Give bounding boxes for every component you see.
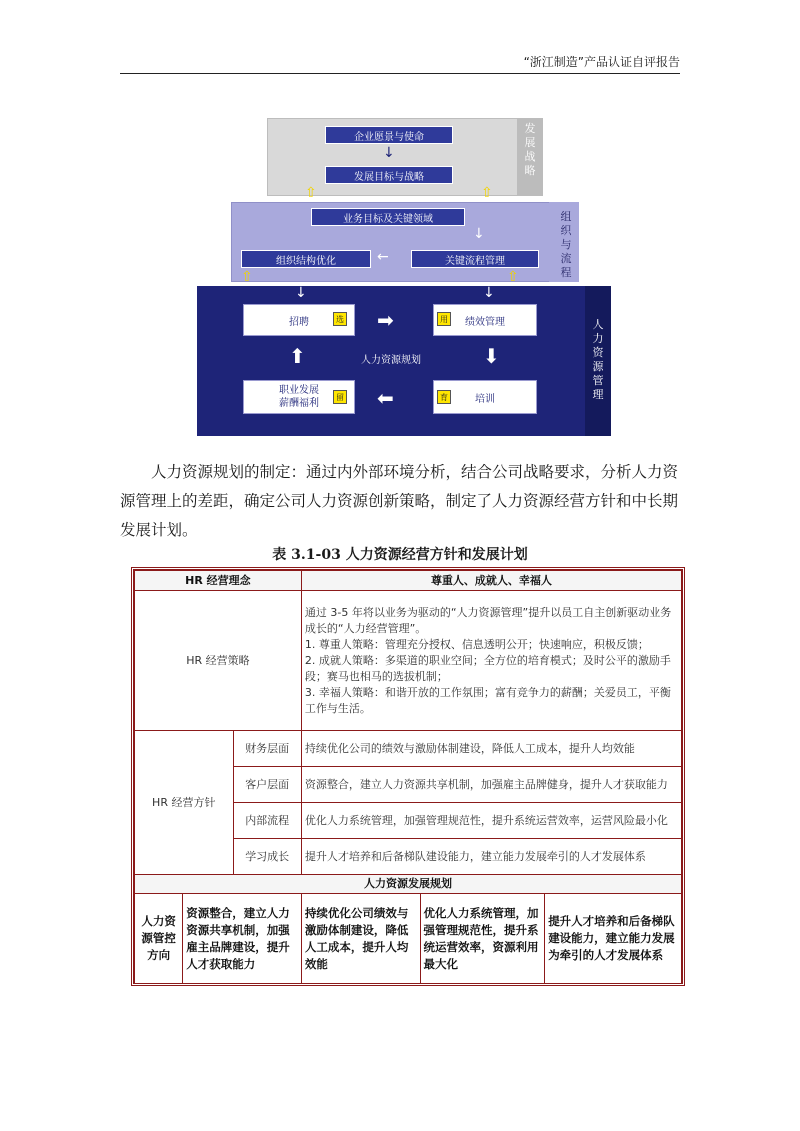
strategy-line: 通过 3-5 年将以业务为驱动的“人力资源管理”提升以员工自主创新驱动业务成长的“人力经营管理”。 [304, 605, 672, 635]
strategy-line: 1. 尊重人策略：管理充分授权、信息透明公开；快速响应，积极反馈； [304, 637, 649, 651]
table-caption: 表 3.1-03 人力资源经营方针和发展计划 [272, 547, 528, 563]
plan-cell: 优化人力系统管理，加强管理规范性，提升系统运营效率，资源利用最大化 [420, 894, 545, 984]
up-arrow-icon: ⇧ [305, 185, 317, 201]
tag-retain: 留 [333, 390, 347, 404]
up-arrow-icon: ⬆ [289, 344, 306, 368]
training-box: 培训 [433, 380, 537, 414]
up-arrow-icon: ⇧ [481, 185, 493, 201]
plan-header: 人力资源发展规划 [135, 875, 682, 894]
body-paragraph: 人力资源规划的制定：通过内外部环境分析，结合公司战略要求，分析人力资源管理上的差距，确定公司人力资源创新策略，制定了人力资源经营方针和中长期发展计划。 [120, 463, 679, 539]
policy-dimension: 学习成长 [233, 839, 301, 875]
strategy-cell [301, 591, 681, 731]
hr-planning-box: 人力资源规划 [343, 346, 439, 370]
policy-dimension: 客户层面 [233, 767, 301, 803]
goal-box: 发展目标与战略 [325, 166, 453, 184]
policy-dimension: 财务层面 [233, 731, 301, 767]
hr-policy-table [131, 567, 685, 986]
org-structure-box: 组织结构优化 [241, 250, 371, 268]
org-side-label: 组织与流程 [560, 210, 572, 279]
policy-text: 持续优化公司的绩效与激励体制建设，降低人工成本，提升人均效能 [301, 731, 681, 767]
career-label: 职业发展 薪酬福利 [279, 385, 319, 409]
process-box: 关键流程管理 [411, 250, 539, 268]
down-arrow-icon: ⬇ [483, 344, 500, 368]
strategy-side-label: 发展战略 [524, 122, 536, 177]
tag-select: 选 [333, 312, 347, 326]
tag-develop: 育 [437, 390, 451, 404]
recruit-box: 招聘 [243, 304, 355, 336]
left-arrow-icon: ← [377, 249, 389, 265]
up-arrow-icon: ⇧ [507, 269, 519, 285]
plan-cell: 持续优化公司绩效与激励体制建设，降低人工成本，提升人均效能 [301, 894, 420, 984]
business-goal-box: 业务目标及关键领域 [311, 208, 465, 226]
policy-dimension: 内部流程 [233, 803, 301, 839]
vision-box: 企业愿景与使命 [325, 126, 453, 144]
down-arrow-icon: ↓ [383, 145, 395, 161]
left-arrow-icon: ⬅ [377, 386, 394, 410]
hr-side-label: 人力资源管理 [592, 318, 604, 401]
up-arrow-icon: ⇧ [241, 269, 253, 285]
tag-use: 用 [437, 312, 451, 326]
down-arrow-icon: ↓ [483, 285, 495, 301]
strategy-label: HR 经营策略 [135, 591, 302, 731]
plan-cell: 资源整合，建立人力资源共享机制，加强雇主品牌建设，提升人才获取能力 [183, 894, 302, 984]
performance-box: 绩效管理 [433, 304, 537, 336]
strategy-line: 2. 成就人策略：多渠道的职业空间；全方位的培育模式；及时公平的激励手段；赛马也相马的选拔机制； [304, 653, 671, 683]
philosophy-label: HR 经营理念 [135, 571, 302, 591]
plan-cell: 提升人才培养和后备梯队建设能力，建立能力发展为牵引的人才发展体系 [545, 894, 682, 984]
policy-label: HR 经营方针 [135, 731, 234, 875]
header-title: “浙江制造”产品认证自评报告 [523, 55, 680, 69]
right-arrow-icon: ➡ [377, 308, 394, 332]
philosophy-value: 尊重人、成就人、幸福人 [301, 571, 681, 591]
policy-text: 提升人才培养和后备梯队建设能力，建立能力发展牵引的人才发展体系 [301, 839, 681, 875]
hr-framework-diagram [197, 100, 613, 438]
strategy-line: 3. 幸福人策略：和谐开放的工作氛围；富有竞争力的薪酬；关爱员工，平衡工作与生活。 [304, 685, 671, 715]
policy-text: 优化人力系统管理，加强管理规范性，提升系统运营效率，运营风险最小化 [301, 803, 681, 839]
policy-text: 资源整合，建立人力资源共享机制，加强雇主品牌健身，提升人才获取能力 [301, 767, 681, 803]
page-header [120, 52, 680, 74]
plan-label: 人力资源管控方向 [135, 894, 183, 984]
down-arrow-icon: ↓ [295, 285, 307, 301]
down-arrow-icon: ↓ [473, 226, 485, 242]
